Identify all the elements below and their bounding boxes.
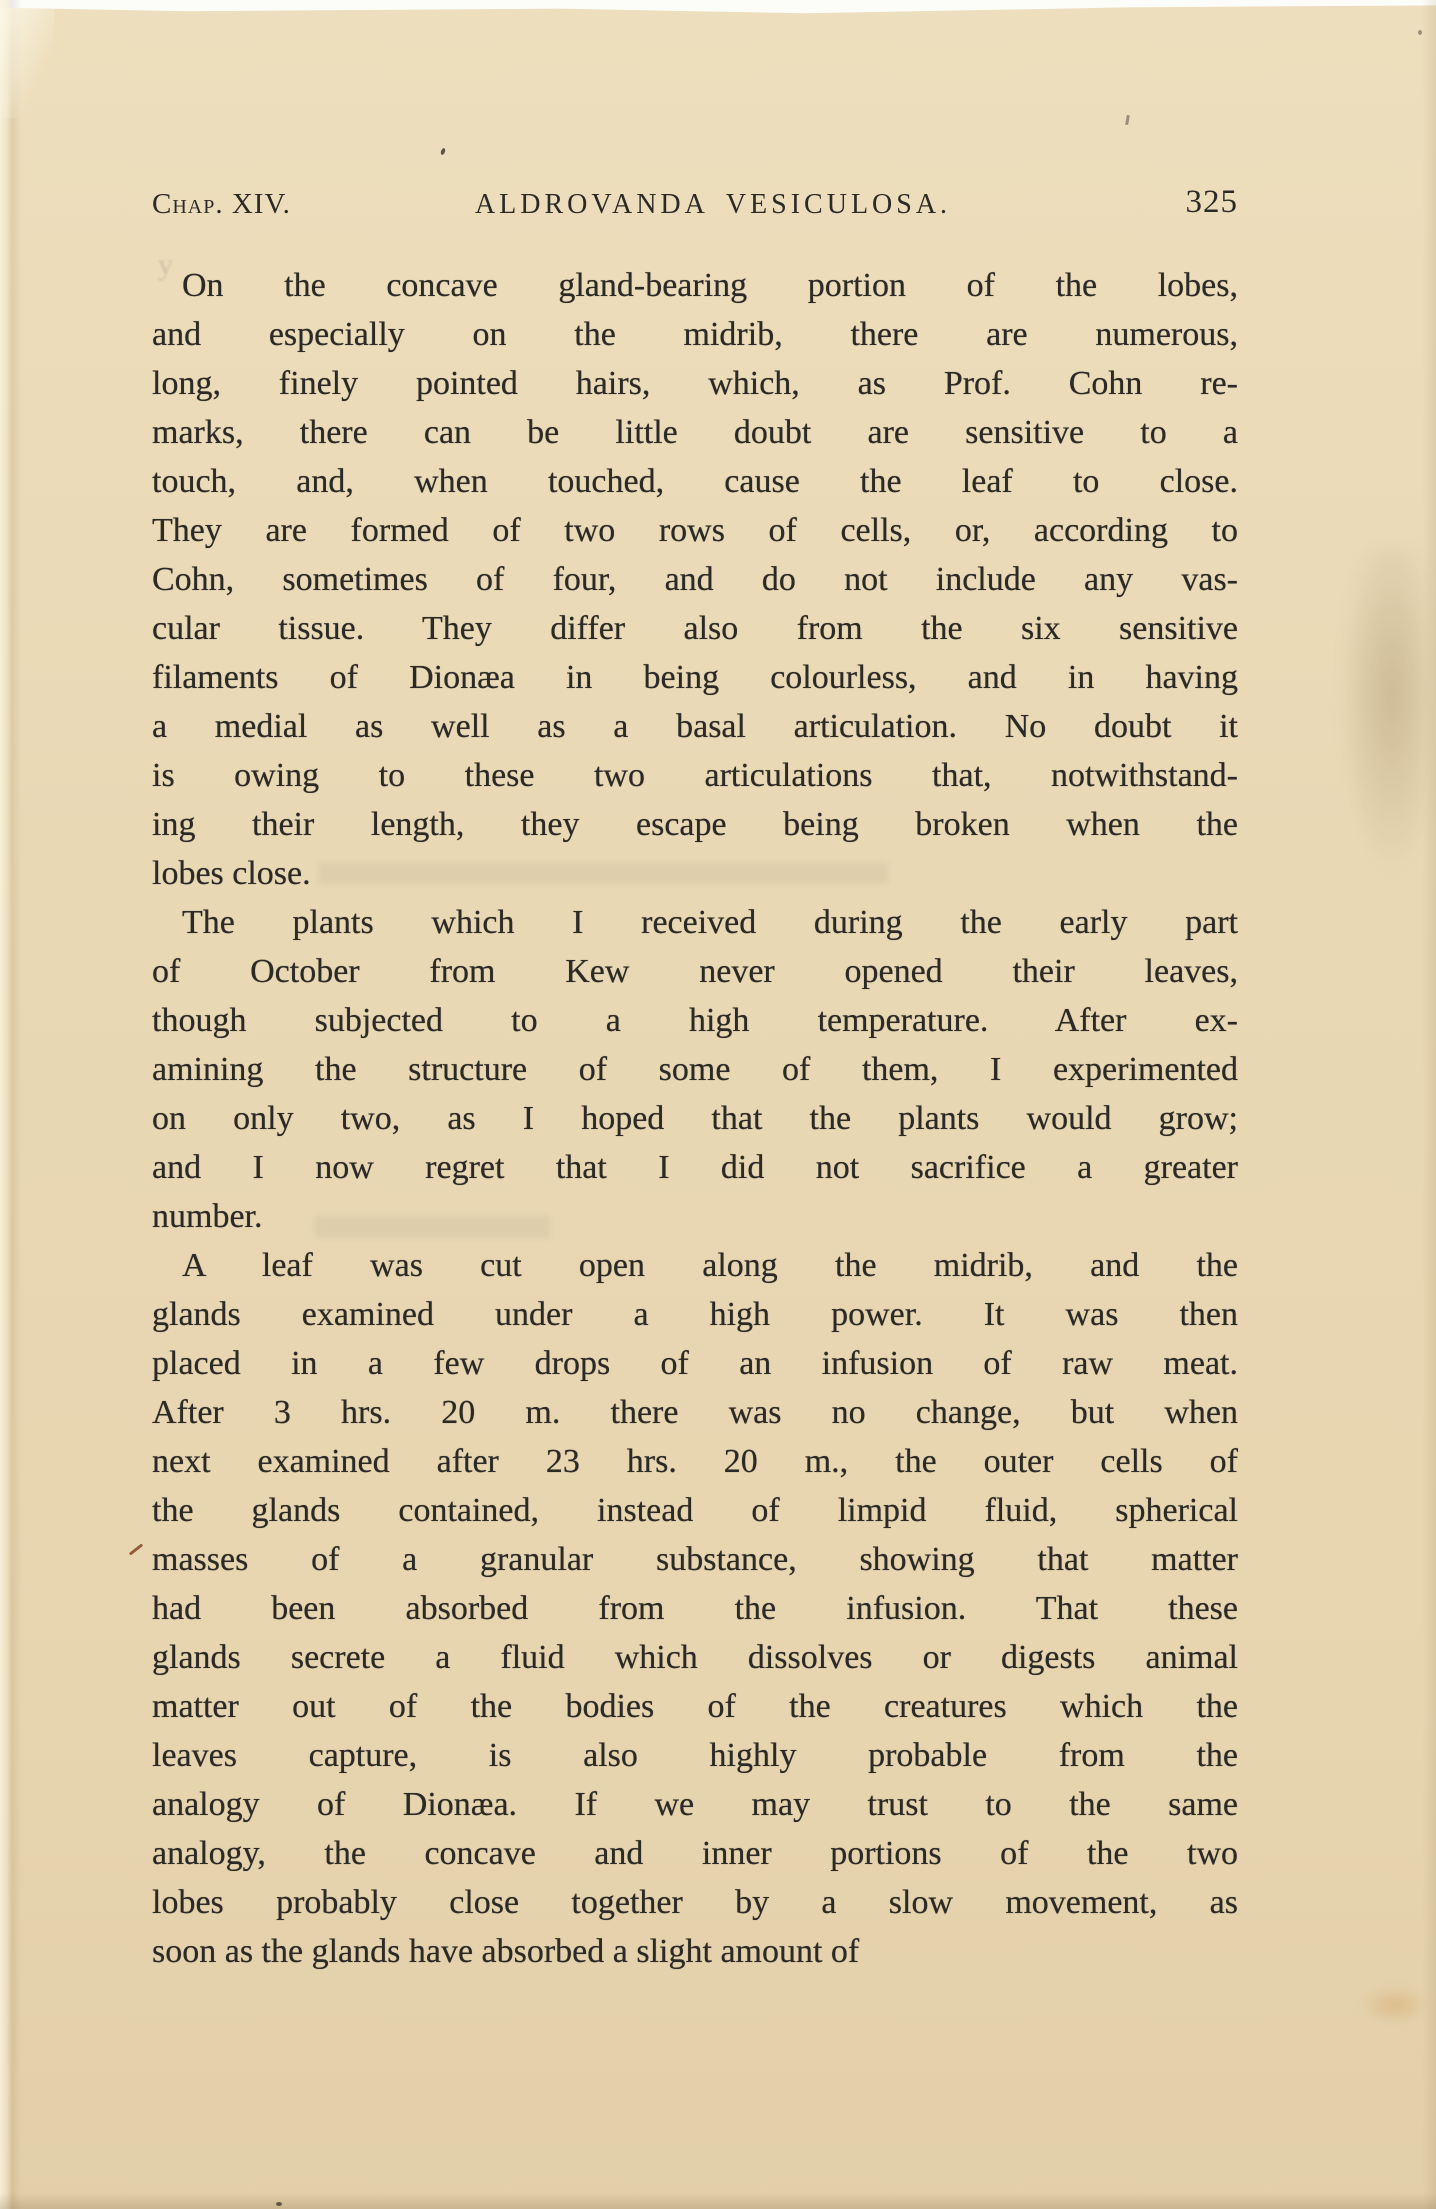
paper-speck (1418, 30, 1422, 35)
corner-curl-highlight (0, 8, 54, 118)
paragraph (152, 898, 1238, 1241)
red-ink-speck (129, 1543, 143, 1555)
stain-mark (1360, 1985, 1430, 2025)
text-line: glands examined under a high power. It was then (152, 1296, 1238, 1333)
paper-speck (276, 2202, 282, 2206)
paper-speck (1125, 115, 1130, 125)
running-header (152, 184, 1238, 224)
text-line: on only two, as I hoped that the plants would grow; (152, 1100, 1238, 1137)
text-line: The plants which I received during the early part (182, 904, 1238, 941)
text-line: filaments of Dionæa in being colourless, and in having (152, 659, 1238, 696)
paragraph (152, 1241, 1238, 1976)
text-line: After 3 hrs. 20 m. there was no change, but when (152, 1394, 1238, 1431)
page-number: 325 (1185, 184, 1238, 220)
text-line: They are formed of two rows of cells, or, according to (152, 512, 1238, 549)
text-line: placed in a few drops of an infusion of raw meat. (152, 1345, 1238, 1382)
paper-speck (440, 148, 446, 156)
page-bottom-edge-shadow (0, 2193, 1436, 2209)
text-line: leaves capture, is also highly probable from the (152, 1737, 1238, 1774)
text-line: and I now regret that I did not sacrifice a greater (152, 1149, 1238, 1186)
text-line: analogy, the concave and inner portions of the two (152, 1835, 1238, 1872)
scanner-edge-strip (0, 0, 1436, 14)
text-line: long, finely pointed hairs, which, as Prof. Cohn re- (152, 365, 1238, 402)
text-block (152, 261, 1238, 1976)
chapter-label: Chap. XIV. (152, 188, 291, 220)
text-line: of October from Kew never opened their leaves, (152, 953, 1238, 990)
show-through-ghost-char: y (158, 248, 173, 281)
text-line: touch, and, when touched, cause the leaf to close. (152, 463, 1238, 500)
text-line: next examined after 23 hrs. 20 m., the outer cells of (152, 1443, 1238, 1480)
text-line: Cohn, sometimes of four, and do not include any vas- (152, 561, 1238, 598)
text-line: glands secrete a fluid which dissolves or digests animal (152, 1639, 1238, 1676)
text-line: lobes close. (152, 855, 311, 892)
text-line: soon as the glands have absorbed a slight amount of (152, 1933, 860, 1970)
text-line: number. (152, 1198, 263, 1235)
text-line: analogy of Dionæa. If we may trust to the same (152, 1786, 1238, 1823)
text-line: ing their length, they escape being broken when the (152, 806, 1238, 843)
text-line: cular tissue. They differ also from the six sensitive (152, 610, 1238, 647)
text-line: lobes probably close together by a slow movement, as (152, 1884, 1238, 1921)
text-line: and especially on the midrib, there are numerous, (152, 316, 1238, 353)
text-line: a medial as well as a basal articulation. No doubt it (152, 708, 1238, 745)
paragraph (152, 261, 1238, 898)
text-line: masses of a granular substance, showing that matter (152, 1541, 1238, 1578)
text-line: matter out of the bodies of the creatures which the (152, 1688, 1238, 1725)
page-left-edge-shadow (0, 0, 26, 2209)
text-line: the glands contained, instead of limpid fluid, spherical (152, 1492, 1238, 1529)
page-right-edge-shadow (1422, 0, 1436, 2209)
running-title: ALDROVANDA VESICULOSA. (474, 189, 952, 220)
text-line: though subjected to a high temperature. After ex- (152, 1002, 1238, 1039)
text-line: is owing to these two articulations that, notwithstand- (152, 757, 1238, 794)
text-line: amining the structure of some of them, I experimented (152, 1051, 1238, 1088)
text-line: On the concave gland-bearing portion of the lobes, (182, 267, 1238, 304)
text-line: A leaf was cut open along the midrib, and the (182, 1247, 1238, 1284)
smudge-mark (1338, 545, 1428, 875)
text-line: had been absorbed from the infusion. That these (152, 1590, 1238, 1627)
text-line: marks, there can be little doubt are sensitive to a (152, 414, 1238, 451)
